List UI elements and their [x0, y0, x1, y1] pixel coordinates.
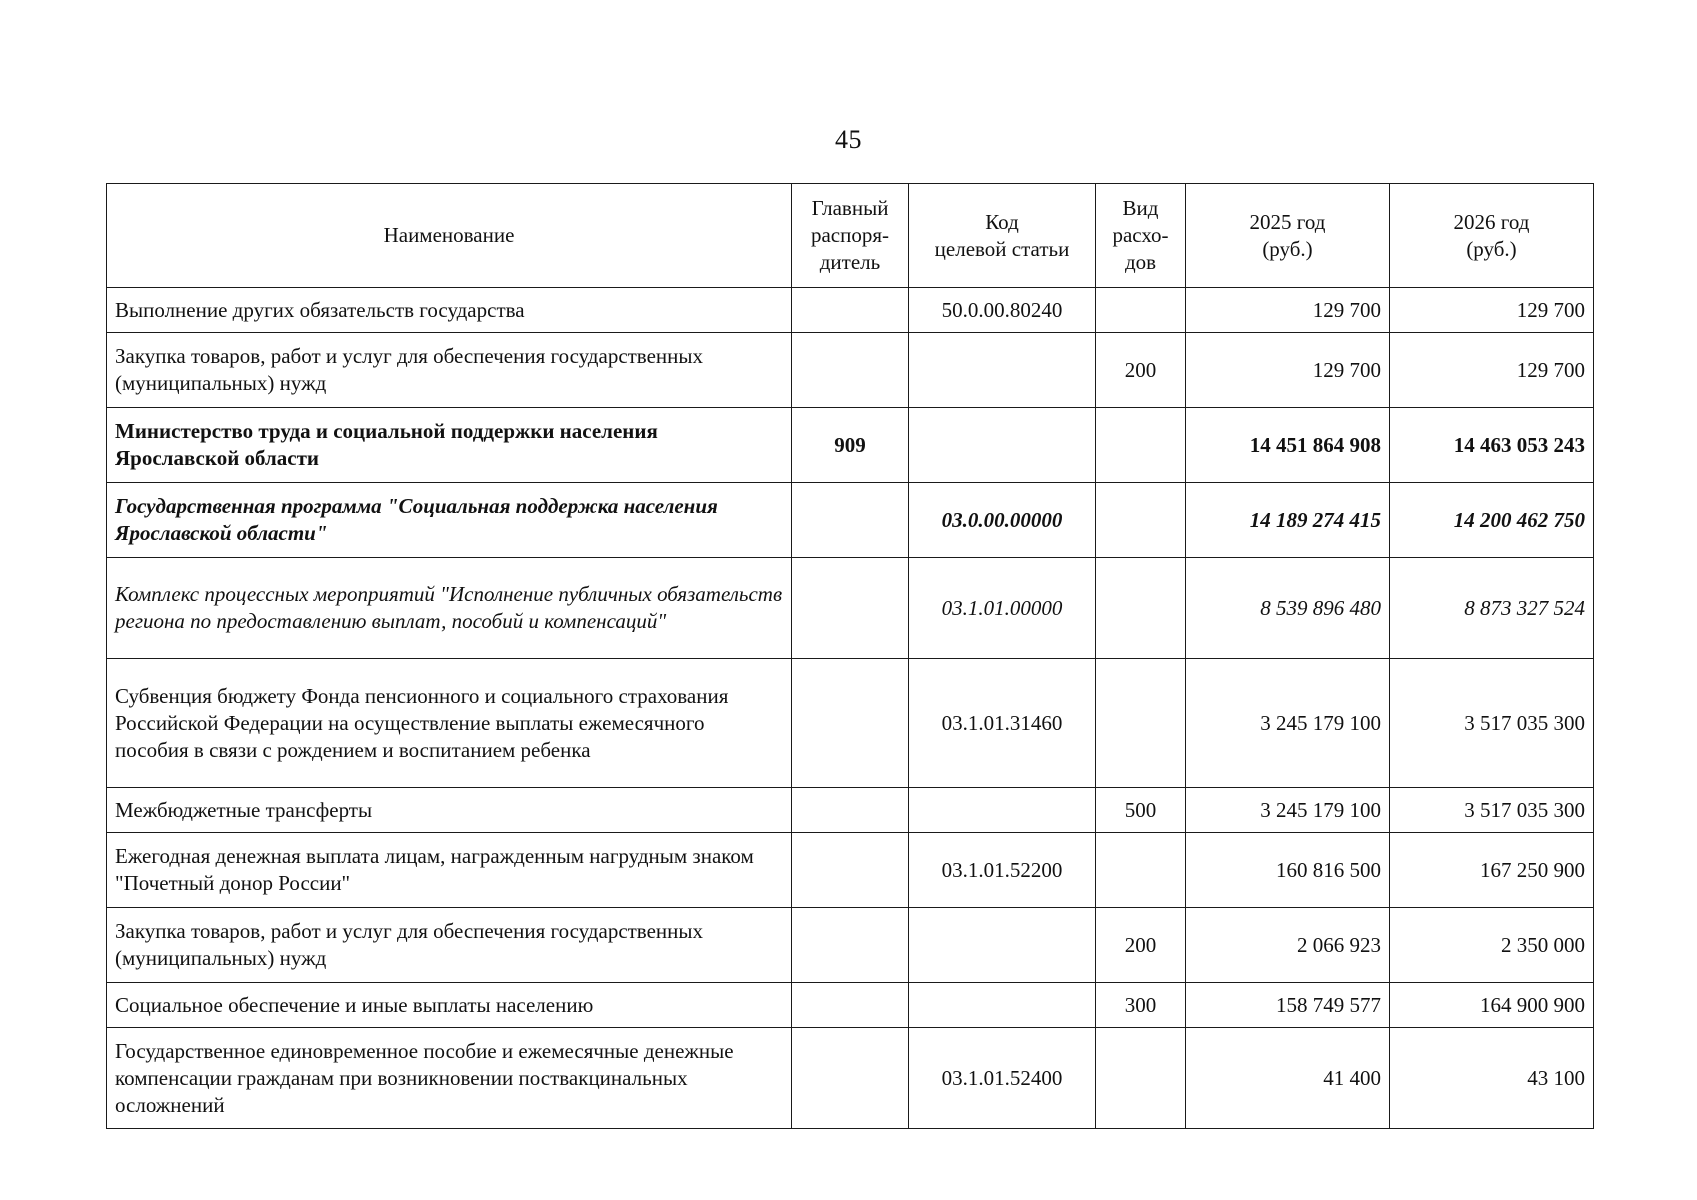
row-amount-2026: 43 100 [1390, 1028, 1594, 1129]
table-header-row [107, 184, 1594, 288]
row-chief-manager [792, 908, 909, 983]
row-target-code [909, 983, 1096, 1028]
row-chief-manager [792, 983, 909, 1028]
row-expense-type [1096, 659, 1186, 788]
page-number: 45 [835, 125, 862, 154]
table-row [107, 908, 1594, 983]
row-expense-type [1096, 288, 1186, 333]
row-amount-2026: 8 873 327 524 [1390, 558, 1594, 659]
header-target-code: Код целевой статьи [909, 184, 1096, 288]
row-target-code [909, 788, 1096, 833]
row-expense-type: 200 [1096, 333, 1186, 408]
row-chief-manager [792, 659, 909, 788]
row-amount-2025: 129 700 [1186, 288, 1390, 333]
row-amount-2025: 160 816 500 [1186, 833, 1390, 908]
row-amount-2025: 14 451 864 908 [1186, 408, 1390, 483]
row-amount-2026: 164 900 900 [1390, 983, 1594, 1028]
row-amount-2026: 167 250 900 [1390, 833, 1594, 908]
row-amount-2026: 14 200 462 750 [1390, 483, 1594, 558]
row-amount-2026: 129 700 [1390, 333, 1594, 408]
row-name: Государственное единовременное пособие и ежемесячные денежные компенсации гражданам при возникновении поствакцинальных осложнений [107, 1028, 792, 1129]
row-target-code: 03.1.01.52200 [909, 833, 1096, 908]
row-name: Закупка товаров, работ и услуг для обеспечения государственных (муниципальных) нужд [107, 908, 792, 983]
row-name: Социальное обеспечение и иные выплаты населению [107, 983, 792, 1028]
row-chief-manager [792, 1028, 909, 1129]
row-name: Министерство труда и социальной поддержки населения Ярославской области [107, 408, 792, 483]
row-chief-manager [792, 483, 909, 558]
table-row [107, 1028, 1594, 1129]
table-row [107, 408, 1594, 483]
row-target-code: 03.1.01.52400 [909, 1028, 1096, 1129]
table-row [107, 333, 1594, 408]
row-target-code [909, 408, 1096, 483]
row-expense-type [1096, 558, 1186, 659]
row-name: Закупка товаров, работ и услуг для обеспечения государственных (муниципальных) нужд [107, 333, 792, 408]
row-expense-type: 300 [1096, 983, 1186, 1028]
row-amount-2025: 14 189 274 415 [1186, 483, 1390, 558]
table-row [107, 833, 1594, 908]
row-expense-type [1096, 1028, 1186, 1129]
row-amount-2025: 158 749 577 [1186, 983, 1390, 1028]
row-expense-type: 500 [1096, 788, 1186, 833]
row-chief-manager: 909 [792, 408, 909, 483]
row-expense-type [1096, 408, 1186, 483]
row-name: Ежегодная денежная выплата лицам, награжденным нагрудным знаком "Почетный донор России" [107, 833, 792, 908]
table-row [107, 659, 1594, 788]
row-chief-manager [792, 833, 909, 908]
row-amount-2026: 3 517 035 300 [1390, 788, 1594, 833]
row-chief-manager [792, 558, 909, 659]
row-target-code: 03.0.00.00000 [909, 483, 1096, 558]
row-amount-2025: 129 700 [1186, 333, 1390, 408]
table-row [107, 983, 1594, 1028]
header-expense-type: Вид расхо- дов [1096, 184, 1186, 288]
table-row [107, 288, 1594, 333]
row-chief-manager [792, 333, 909, 408]
row-amount-2026: 129 700 [1390, 288, 1594, 333]
row-amount-2025: 2 066 923 [1186, 908, 1390, 983]
header-name: Наименование [107, 184, 792, 288]
row-amount-2026: 2 350 000 [1390, 908, 1594, 983]
row-amount-2026: 14 463 053 243 [1390, 408, 1594, 483]
header-2026: 2026 год (руб.) [1390, 184, 1594, 288]
table-row [107, 483, 1594, 558]
row-name: Субвенция бюджету Фонда пенсионного и социального страхования Российской Федерации на осуществление выплаты ежемесячного пособия в связи с рождением и воспитанием ребенка [107, 659, 792, 788]
table-row [107, 558, 1594, 659]
row-expense-type [1096, 833, 1186, 908]
row-target-code [909, 908, 1096, 983]
row-target-code: 03.1.01.00000 [909, 558, 1096, 659]
row-target-code [909, 333, 1096, 408]
row-amount-2025: 3 245 179 100 [1186, 788, 1390, 833]
row-name: Комплекс процессных мероприятий "Исполнение публичных обязательств региона по предоставлению выплат, пособий и компенсаций" [107, 558, 792, 659]
budget-table [106, 183, 1594, 1129]
row-chief-manager [792, 788, 909, 833]
row-amount-2026: 3 517 035 300 [1390, 659, 1594, 788]
row-chief-manager [792, 288, 909, 333]
row-expense-type: 200 [1096, 908, 1186, 983]
row-name: Государственная программа "Социальная поддержка населения Ярославской области" [107, 483, 792, 558]
row-expense-type [1096, 483, 1186, 558]
row-amount-2025: 8 539 896 480 [1186, 558, 1390, 659]
header-chief-manager: Главный распоря- дитель [792, 184, 909, 288]
row-amount-2025: 3 245 179 100 [1186, 659, 1390, 788]
row-target-code: 03.1.01.31460 [909, 659, 1096, 788]
row-target-code: 50.0.00.80240 [909, 288, 1096, 333]
row-name: Межбюджетные трансферты [107, 788, 792, 833]
header-2025: 2025 год (руб.) [1186, 184, 1390, 288]
table-row [107, 788, 1594, 833]
row-amount-2025: 41 400 [1186, 1028, 1390, 1129]
row-name: Выполнение других обязательств государства [107, 288, 792, 333]
